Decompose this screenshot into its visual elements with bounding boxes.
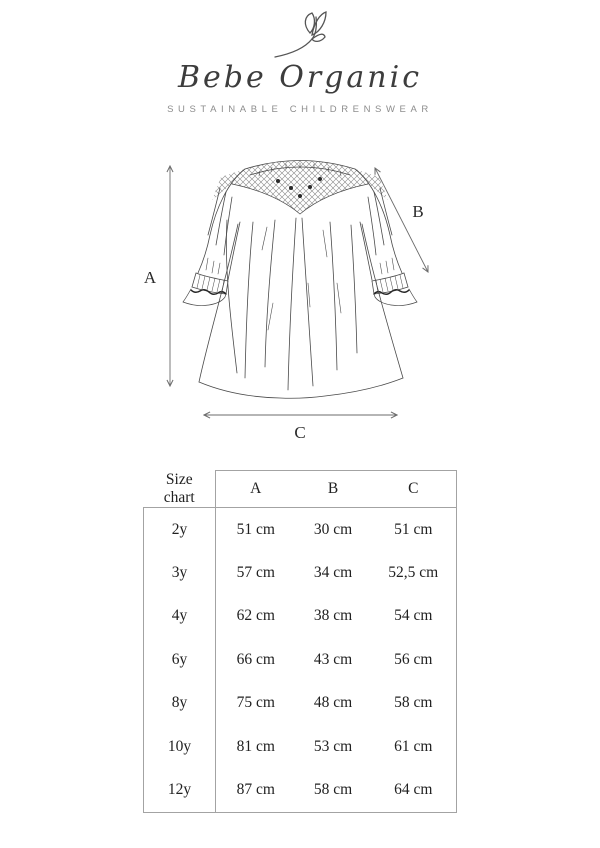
column-header-c: C [371, 471, 457, 508]
measurement-cell-a: 75 cm [236, 694, 275, 712]
measurement-cell-b: 43 cm [313, 650, 353, 668]
measurement-cell-b: 48 cm [313, 694, 353, 712]
measurement-cell-a: 51 cm [236, 520, 275, 538]
table-row [144, 551, 457, 595]
size-cell: 6y [144, 638, 216, 682]
dress-measurement-diagram [120, 140, 480, 445]
size-cell: 10y [144, 725, 216, 769]
measurement-cell-a: 87 cm [216, 769, 296, 813]
sprig-leaf-icon [273, 10, 327, 60]
measurement-cell-c: 51 cm [371, 508, 457, 552]
table-row [144, 638, 457, 682]
size-cell: 2y [144, 508, 216, 552]
size-cell: 3y [144, 551, 216, 595]
measurement-cell-b: 58 cm [296, 769, 371, 813]
measurement-cell-a: 66 cm [236, 650, 275, 668]
size-chart-title: Size chart [144, 471, 216, 508]
size-cell: 4y [144, 595, 216, 639]
measurement-cell-b: 30 cm [313, 520, 353, 538]
size-cell: 12y [144, 769, 216, 813]
size-chart-table [143, 470, 457, 813]
table-row [144, 682, 457, 726]
dimension-label-a: A [143, 268, 157, 287]
table-header-row [144, 471, 457, 508]
measurement-cell-c: 64 cm [371, 769, 457, 813]
table-row [144, 508, 457, 552]
size-cell: 8y [144, 682, 216, 726]
table-row [144, 595, 457, 639]
measurement-cell-c: 61 cm [371, 725, 457, 769]
column-header-a: A [216, 471, 296, 508]
measurement-cell-c: 58 cm [371, 682, 457, 726]
measurement-cell-a: 57 cm [236, 563, 275, 581]
measurement-cell-b: 53 cm [313, 737, 353, 755]
measurement-cell-c: 54 cm [371, 595, 457, 639]
dimension-label-b: B [412, 202, 424, 221]
measurement-cell-c: 52,5 cm [371, 551, 457, 595]
table-row [144, 725, 457, 769]
measurement-cell-a: 62 cm [236, 607, 275, 625]
dimension-label-c: C [294, 423, 306, 442]
smocking-bib [232, 161, 368, 215]
measurement-cell-c: 56 cm [371, 638, 457, 682]
column-header-b: B [296, 471, 371, 508]
brand-name: Bebe Organic [177, 60, 423, 95]
measurement-cell-a: 81 cm [236, 737, 275, 755]
measurement-cell-b: 38 cm [313, 607, 353, 625]
measurement-cell-b: 34 cm [313, 563, 353, 581]
table-row [144, 769, 457, 813]
brand-tagline: SUSTAINABLE CHILDRENSWEAR [167, 104, 433, 115]
dress-drawing [183, 161, 417, 399]
brand-header [0, 10, 600, 115]
